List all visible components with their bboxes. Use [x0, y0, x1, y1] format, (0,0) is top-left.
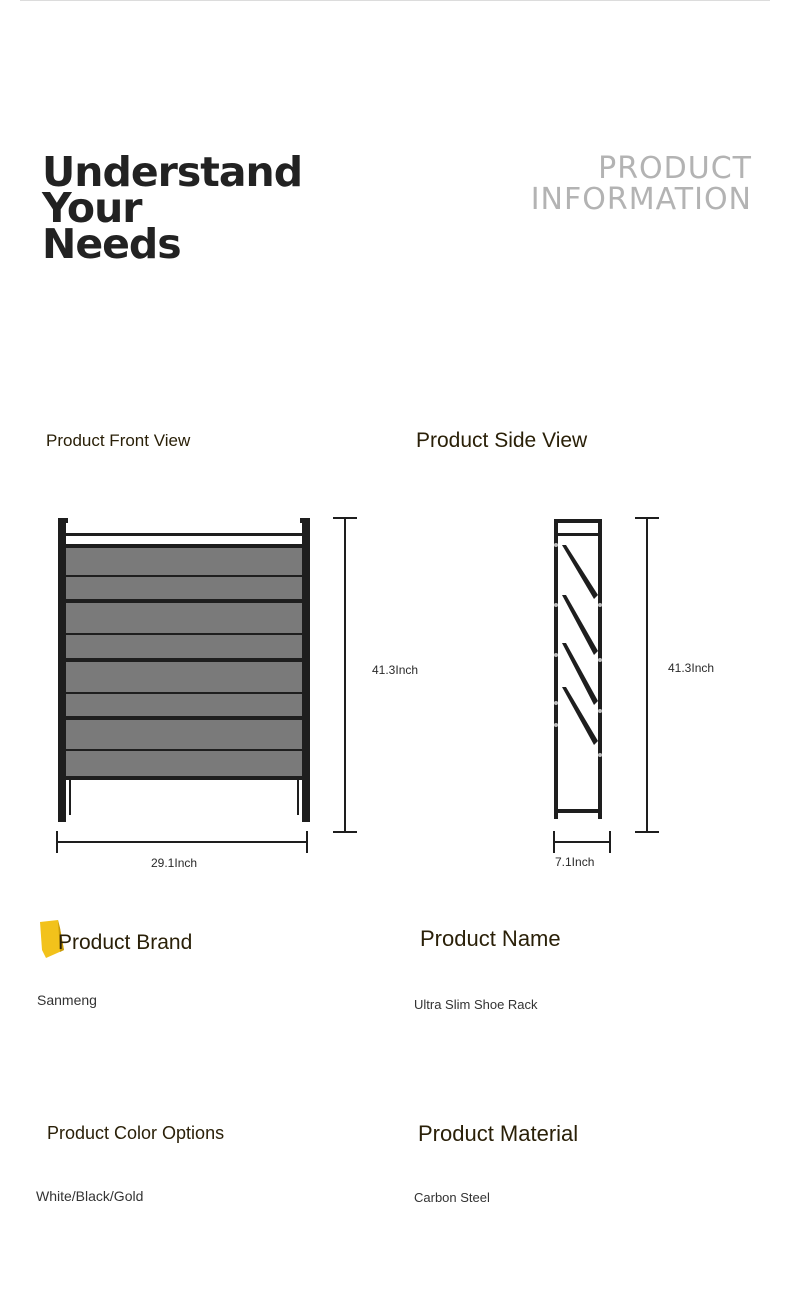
pi-line-2: INFORMATION — [530, 182, 752, 217]
pi-line-1: PRODUCT — [598, 151, 752, 186]
material-value: Carbon Steel — [414, 1190, 490, 1205]
material-label: Product Material — [418, 1121, 579, 1146]
color-options-label: Product Color Options — [47, 1123, 225, 1143]
hero-line-3: Needs — [42, 220, 181, 268]
side-height-value: 41.3Inch — [668, 661, 715, 675]
side-view-label: Product Side View — [416, 429, 588, 452]
front-height-dimension — [330, 515, 360, 835]
name-value: Ultra Slim Shoe Rack — [414, 997, 538, 1012]
front-width-value: 29.1Inch — [151, 856, 198, 870]
side-height-dimension — [632, 515, 662, 835]
brand-label: Product Brand — [58, 931, 193, 954]
side-depth-dimension — [552, 828, 612, 856]
name-label: Product Name — [420, 926, 561, 951]
side-depth-value: 7.1Inch — [555, 855, 595, 869]
hero-line-2: Your — [42, 184, 142, 232]
side-view-illustration — [550, 515, 610, 825]
front-view-label: Product Front View — [46, 431, 191, 450]
top-divider — [20, 0, 770, 1]
product-information-heading — [531, 153, 752, 215]
front-width-dimension — [55, 828, 311, 856]
hero-title — [42, 148, 303, 268]
hero-line-1: Understand — [42, 148, 303, 196]
front-view-illustration — [50, 510, 320, 830]
color-options-value: White/Black/Gold — [36, 1188, 144, 1204]
brand-value: Sanmeng — [37, 992, 97, 1008]
front-height-value: 41.3Inch — [372, 663, 419, 677]
